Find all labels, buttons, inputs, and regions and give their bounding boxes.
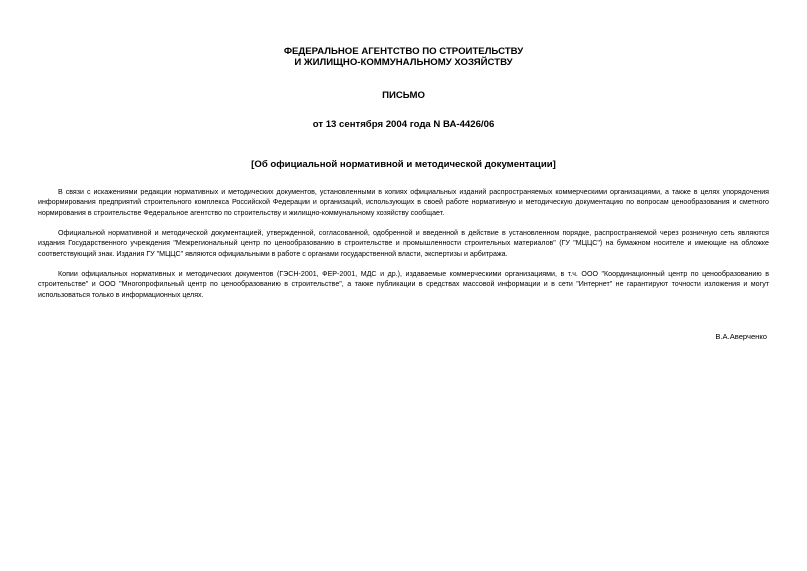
document-date-number: от 13 сентября 2004 года N ВА-4426/06 bbox=[312, 119, 495, 130]
paragraph-1: В связи с искажениями редакции нормативных и методических документов, установленными в копиях официальных изданий распространяемых коммерческими организациями, а также в целях упорядочения информирования предприятий строительного комплекса Российской Федерации и организаций, использующих в своей работе нормативную и методическую документацию по вопросам ценообразования и сметного нормирования в строительстве Федеральное агентство по строительству и жилищно-коммунальному хозяйству сообщает. bbox=[38, 188, 769, 217]
agency-title-line-1: ФЕДЕРАЛЬНОЕ АГЕНТСТВО ПО СТРОИТЕЛЬСТВУ bbox=[283, 46, 524, 57]
paragraph-2: Официальной нормативной и методической документацией, утвержденной, согласованной, одобренной и введенной в действие в установленном порядке, распространяемой через розничную сеть являются издания Государственного учреждения "Межрегиональный центр по ценообразованию в строительстве и промышленности строительных материалов" (ГУ "МЦЦС") на бумажном носителе и имеющие на обложке соответствующий знак. Издания ГУ "МЦЦС" являются официальными в работе с органами государственной власти, экспертизы и арбитража. bbox=[38, 229, 769, 258]
document-type: ПИСЬМО bbox=[382, 90, 425, 101]
paragraph-3: Копии официальных нормативных и методических документов (ГЭСН-2001, ФЕР-2001, МДС и др.), издаваемые коммерческими организациями, в т.ч. ООО "Координационный центр по ценообразованию в строительстве" и ООО "Многопрофильный центр по ценообразованию в строительстве", а также публикации в средствах массовой информации и в сети "Интернет" не гарантируют точности изложения и могут использоваться только в информационных целях. bbox=[38, 270, 769, 299]
agency-title bbox=[0, 46, 807, 68]
agency-title-line-2: И ЖИЛИЩНО-КОММУНАЛЬНОМУ ХОЗЯЙСТВУ bbox=[294, 57, 513, 68]
document-subject: [Об официальной нормативной и методической документации] bbox=[251, 159, 556, 170]
signature: В.А.Аверченко bbox=[715, 332, 767, 341]
